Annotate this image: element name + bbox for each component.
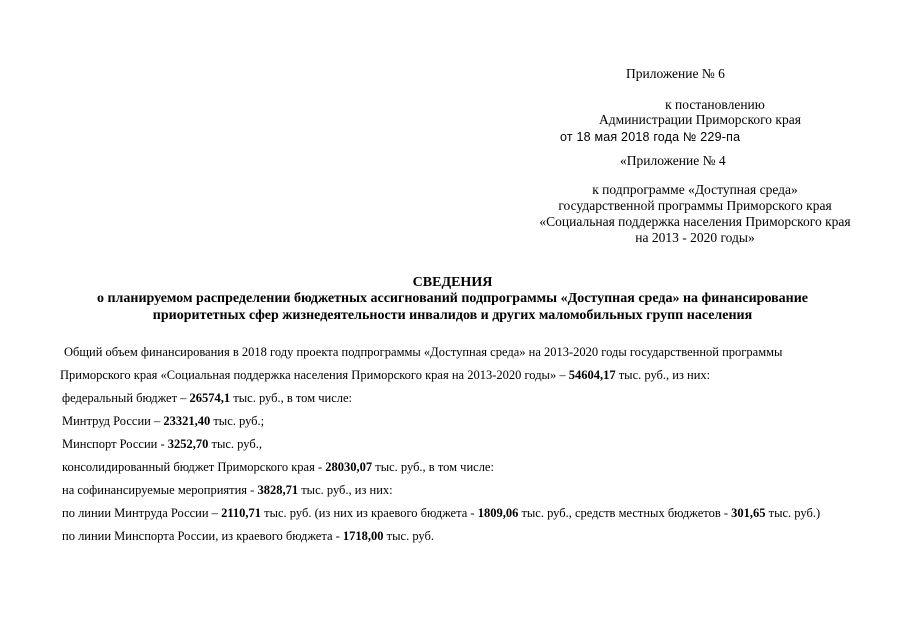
title-line-1: о планируемом распределении бюджетных ассигнований подпрограммы «Доступная среда» на финансирование	[96, 291, 809, 306]
state-program: государственной программы Приморского края	[558, 198, 832, 213]
title-line-2: приоритетных сфер жизнедеятельности инвалидов и других маломобильных групп населения	[152, 308, 753, 323]
amount-mintrud: 23321,40	[163, 414, 211, 428]
document-title: СВЕДЕНИЯ	[412, 275, 493, 290]
amount-minsport: 3252,70	[167, 437, 209, 451]
program-years: на 2013 - 2020 годы»	[635, 230, 755, 245]
amount-federal: 26574,1	[189, 391, 231, 405]
body-line-consolidated: консолидированный бюджет Приморского края - 28030,07 тыс. руб., в том числе:	[62, 460, 494, 474]
body-line-total-amount: Приморского края «Социальная поддержка населения Приморского края на 2013-2020 годы» – 54604,17 тыс. руб., из них:	[60, 368, 711, 382]
body-line-total: Общий объем финансирования в 2018 году проекта подпрограммы «Доступная среда» на 2013-2020 годы государственной программы	[64, 345, 783, 359]
amount-consolidated: 28030,07	[325, 460, 373, 474]
program-name: «Социальная поддержка населения Приморского края	[539, 214, 851, 229]
body-line-minsport-line: по линии Минспорта России, из краевого бюджета - 1718,00 тыс. руб.	[62, 529, 434, 543]
appendix-prev-number: «Приложение № 4	[620, 153, 726, 168]
to-resolution: к постановлению	[665, 97, 765, 112]
amount-total: 54604,17	[568, 368, 616, 382]
to-subprogram: к подпрограмме «Доступная среда»	[592, 182, 798, 197]
amount-minsport-line: 1718,00	[342, 529, 384, 543]
body-line-mintrud: Минтруд России – 23321,40 тыс. руб.;	[62, 414, 265, 428]
amount-cofinanced: 3828,71	[257, 483, 299, 497]
body-line-mintrud-line: по линии Минтруда России – 2110,71 тыс. руб. (из них из краевого бюджета - 1809,06 тыс. руб., средств местных бюджетов - 301,65 тыс. руб.)	[62, 506, 821, 520]
body-line-federal: федеральный бюджет – 26574,1 тыс. руб., в том числе:	[62, 391, 353, 405]
amount-local-budgets: 301,65	[731, 506, 766, 520]
body-line-minsport: Минспорт России - 3252,70 тыс. руб.,	[62, 437, 262, 451]
body-line-cofinanced: на софинансируемые мероприятия - 3828,71 тыс. руб., из них:	[62, 483, 393, 497]
resolution-date-number: от 18 мая 2018 года № 229-па	[560, 130, 741, 144]
amount-regional-budget: 1809,06	[477, 506, 519, 520]
appendix-number: Приложение № 6	[626, 66, 725, 81]
amount-mintrud-line: 2110,71	[221, 506, 261, 520]
administration: Администрации Приморского края	[599, 112, 801, 127]
